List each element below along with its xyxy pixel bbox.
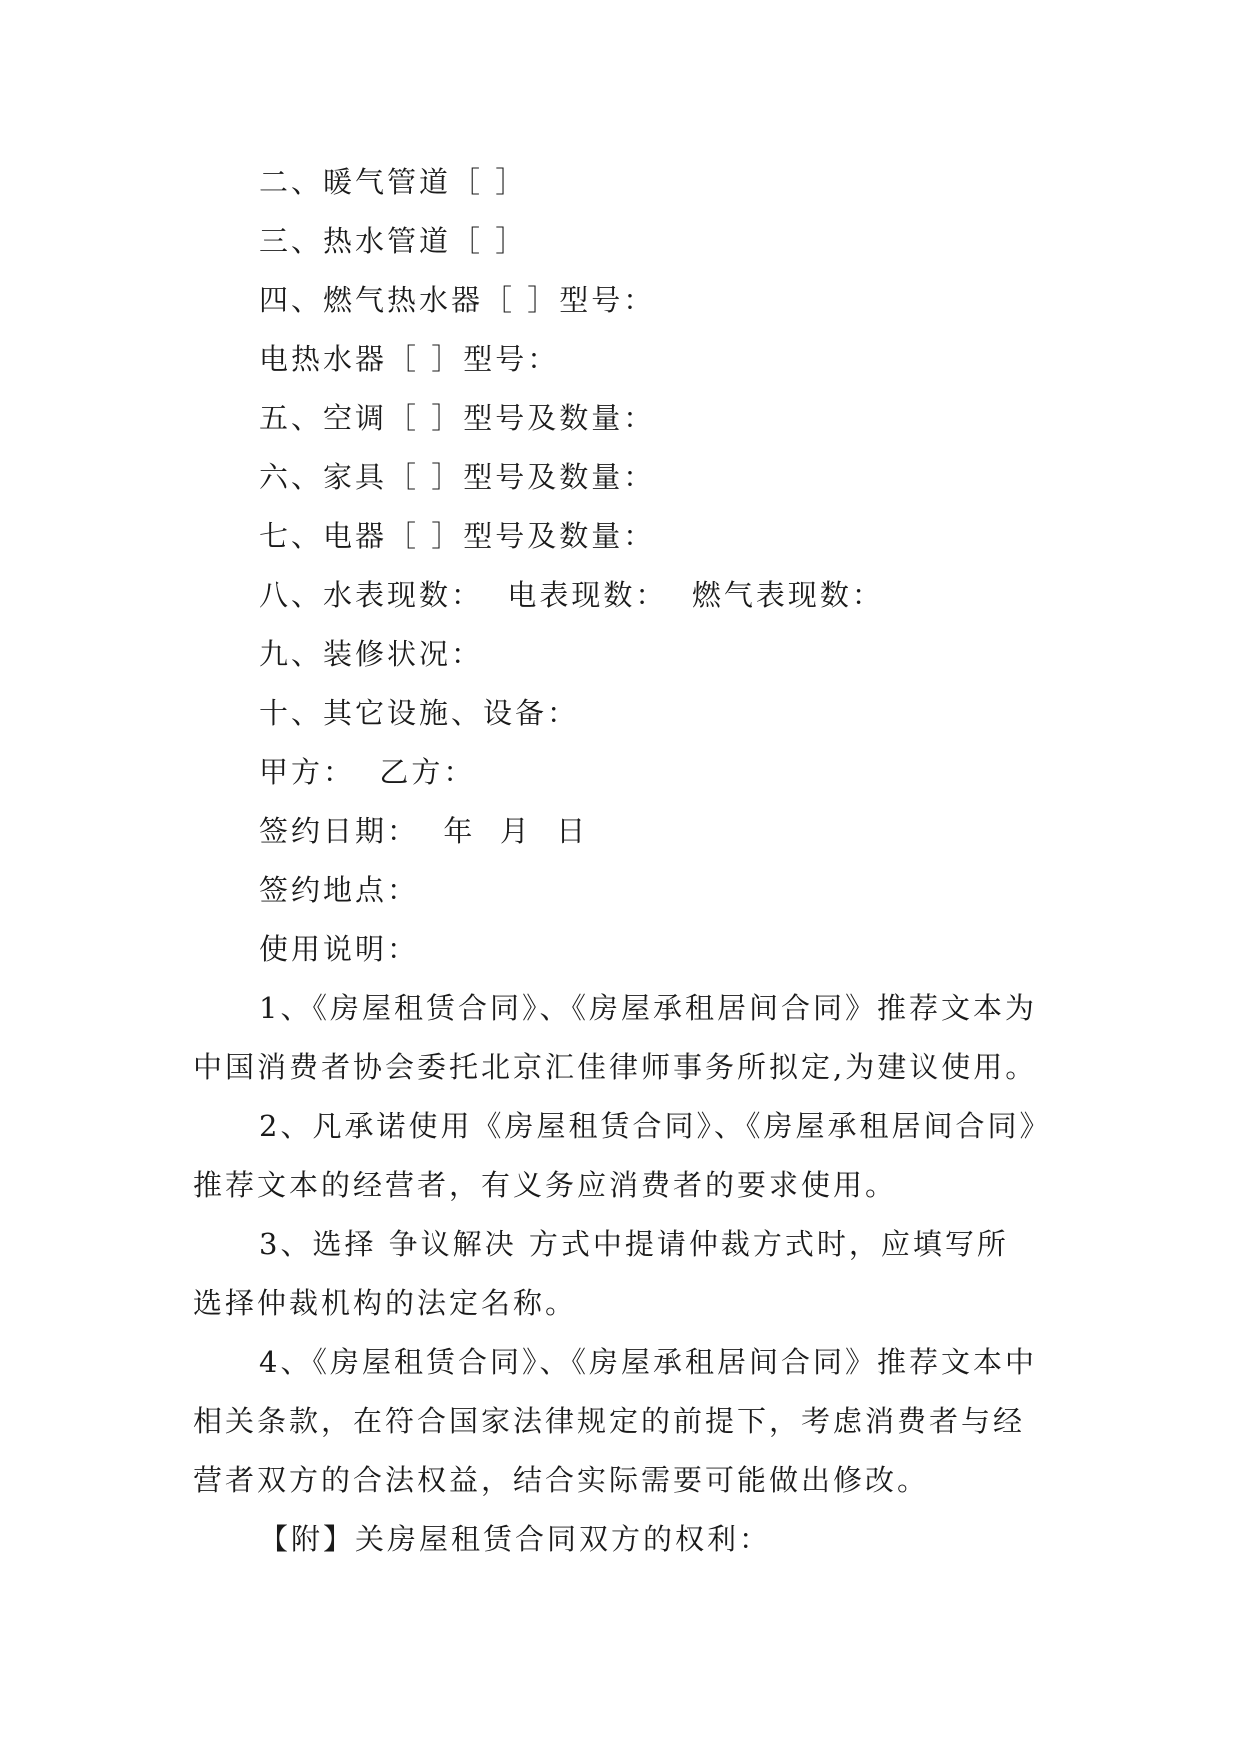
line-appliances: 七、电器［ ］型号及数量： — [259, 519, 656, 553]
line-signing-place: 签约地点： — [259, 873, 420, 907]
usage-note-3-line-2: 选择仲裁机构的法定名称。 — [193, 1286, 578, 1320]
line-usage-heading: 使用说明： — [259, 932, 420, 966]
usage-note-1-line-1: 1、《房屋租赁合同》、《房屋承租居间合同》推荐文本为 — [259, 991, 1037, 1025]
usage-note-2-line-1: 2、凡承诺使用《房屋租赁合同》、《房屋承租居间合同》 — [259, 1109, 1052, 1143]
line-gas-water-heater: 四、燃气热水器［ ］型号： — [259, 283, 656, 317]
line-electric-water-heater: 电热水器［ ］型号： — [259, 342, 560, 376]
appendix-heading: 【附】关房屋租赁合同双方的权利： — [259, 1522, 772, 1556]
line-heating-pipe: 二、暖气管道［ ］ — [259, 165, 528, 199]
line-air-conditioner: 五、空调［ ］型号及数量： — [259, 401, 656, 435]
usage-note-4-line-2: 相关条款，在符合国家法律规定的前提下，考虑消费者与经 — [193, 1404, 1026, 1438]
line-parties: 甲方： 乙方： — [259, 755, 476, 789]
line-other-facilities: 十、其它设施、设备： — [259, 696, 580, 730]
usage-note-4-line-3: 营者双方的合法权益，结合实际需要可能做出修改。 — [193, 1463, 930, 1497]
usage-note-4-line-1: 4、《房屋租赁合同》、《房屋承租居间合同》推荐文本中 — [259, 1345, 1037, 1379]
usage-note-3-line-1: 3、选择 争议解决 方式中提请仲裁方式时，应填写所 — [259, 1227, 1009, 1261]
line-furniture: 六、家具［ ］型号及数量： — [259, 460, 656, 494]
line-hot-water-pipe: 三、热水管道［ ］ — [259, 224, 528, 258]
usage-note-1-line-2: 中国消费者协会委托北京汇佳律师事务所拟定,为建议使用。 — [193, 1050, 1038, 1084]
line-meter-readings: 八、水表现数： 电表现数： 燃气表现数： — [259, 578, 884, 612]
usage-note-2-line-2: 推荐文本的经营者，有义务应消费者的要求使用。 — [193, 1168, 898, 1202]
line-signing-date: 签约日期： 年 月 日 — [259, 814, 589, 848]
line-decoration-status: 九、装修状况： — [259, 637, 484, 671]
